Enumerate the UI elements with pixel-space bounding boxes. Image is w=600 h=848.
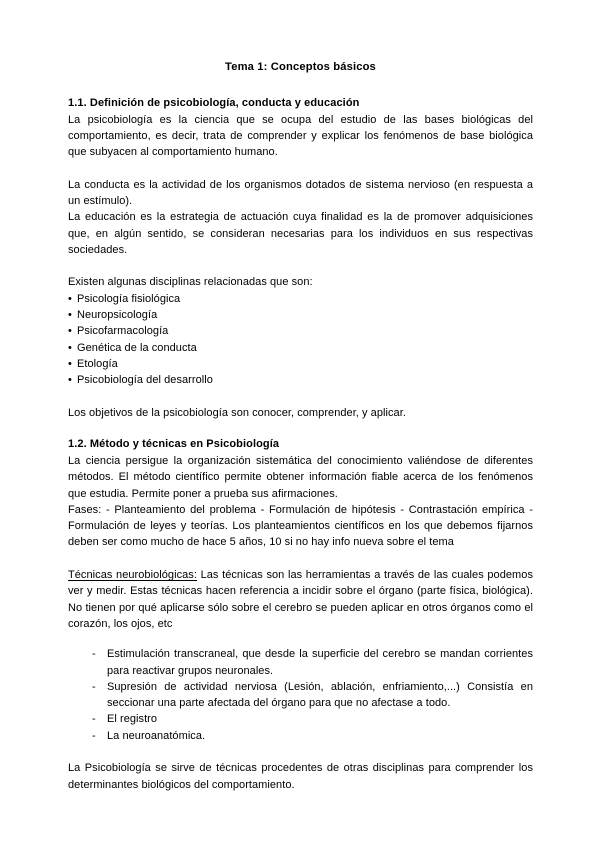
paragraph-spacer (68, 744, 533, 760)
tecnicas-neurobiologicas-body: Las técnicas son las herramientas a través de las cuales podemos ver y medir. Estas técnicas hacen referencia a incidir sobre el órgano (parte física, biológica). No tienen por qué aplicarse sólo sobre el cerebro se pueden aplicar en otros órganos como el corazón, los ojos, etc (68, 569, 533, 630)
paragraph-metodo-cientifico: La ciencia persigue la organización sistemática del conocimiento valiéndose de diferentes métodos. El método científico permite obtener información fiable acerca de los fenómenos que estudia. Permite poner a prueba sus afirmaciones. (68, 454, 533, 500)
paragraph-spacer (68, 551, 533, 567)
list-item: - Supresión de actividad nerviosa (Lesión, ablación, enfriamiento,...) Consistía en seccionar una parte afectada del órgano para que no afectase a todo. (68, 679, 533, 712)
paragraph-spacer (68, 160, 533, 176)
list-item: • Psicobiología del desarrollo (68, 372, 533, 388)
paragraph-objetivos-psicobiologia: Los objetivos de la psicobiología son conocer, comprender, y aplicar. (68, 406, 406, 419)
list-item: - La neuroanatómica. (68, 728, 533, 744)
disciplinas-list (68, 291, 533, 389)
section-spacer (68, 421, 533, 437)
paragraph-tecnicas-neurobiologicas (68, 567, 533, 632)
list-item: • Psicofarmacología (68, 323, 533, 339)
paragraph-spacer (68, 258, 533, 274)
section-heading-1-1: 1.1. Definición de psicobiología, conducta y educación (68, 97, 360, 109)
paragraph-fases: Fases: - Planteamiento del problema - Formulación de hipótesis - Contrastación empírica - Formulación de leyes y teorías. Los planteamientos científicos en los que debemos fijarnos deben ser como mucho de hace 5 años, 10 si no hay info nueva sobre el tema (68, 503, 533, 549)
paragraph-spacer (68, 389, 533, 405)
document-title: Tema 1: Conceptos básicos (225, 61, 376, 73)
list-spacer (68, 632, 533, 646)
section-heading-1-2: 1.2. Método y técnicas en Psicobiología (68, 438, 280, 451)
list-item: • Etología (68, 356, 533, 372)
paragraph-definicion-conducta: La conducta es la actividad de los organismos dotados de sistema nervioso (en respuesta a un estímulo). (68, 178, 533, 207)
paragraph-disciplinas-intro: Existen algunas disciplinas relacionadas que son: (68, 276, 313, 289)
paragraph-definicion-educacion: La educación es la estrategia de actuación cuya finalidad es la de promover adquisiciones que, en algún sentido, se consideran necesarias para los individuos en sus respectivas sociedades. (68, 211, 533, 256)
list-item: • Genética de la conducta (68, 340, 533, 356)
list-item: - El registro (68, 711, 533, 727)
list-item: - Estimulación transcraneal, que desde la superficie del cerebro se mandan corrientes para reactivar grupos neuronales. (68, 646, 533, 679)
tecnicas-list (68, 646, 533, 744)
list-item: • Neuropsicología (68, 307, 533, 323)
paragraph-psicobiologia-tecnicas: La Psicobiología se sirve de técnicas procedentes de otras disciplinas para comprender los determinantes biológicos del comportamiento. (68, 762, 533, 791)
list-item: • Psicología fisiológica (68, 291, 533, 307)
tecnicas-neurobiologicas-label: Técnicas neurobiológicas: (68, 569, 197, 582)
paragraph-definicion-psicobiologia: La psicobiología es la ciencia que se ocupa del estudio de las bases biológicas del comportamiento, es decir, trata de comprender y explicar los fenómenos de base biológica que subyacen al comportamiento humano. (68, 113, 533, 159)
